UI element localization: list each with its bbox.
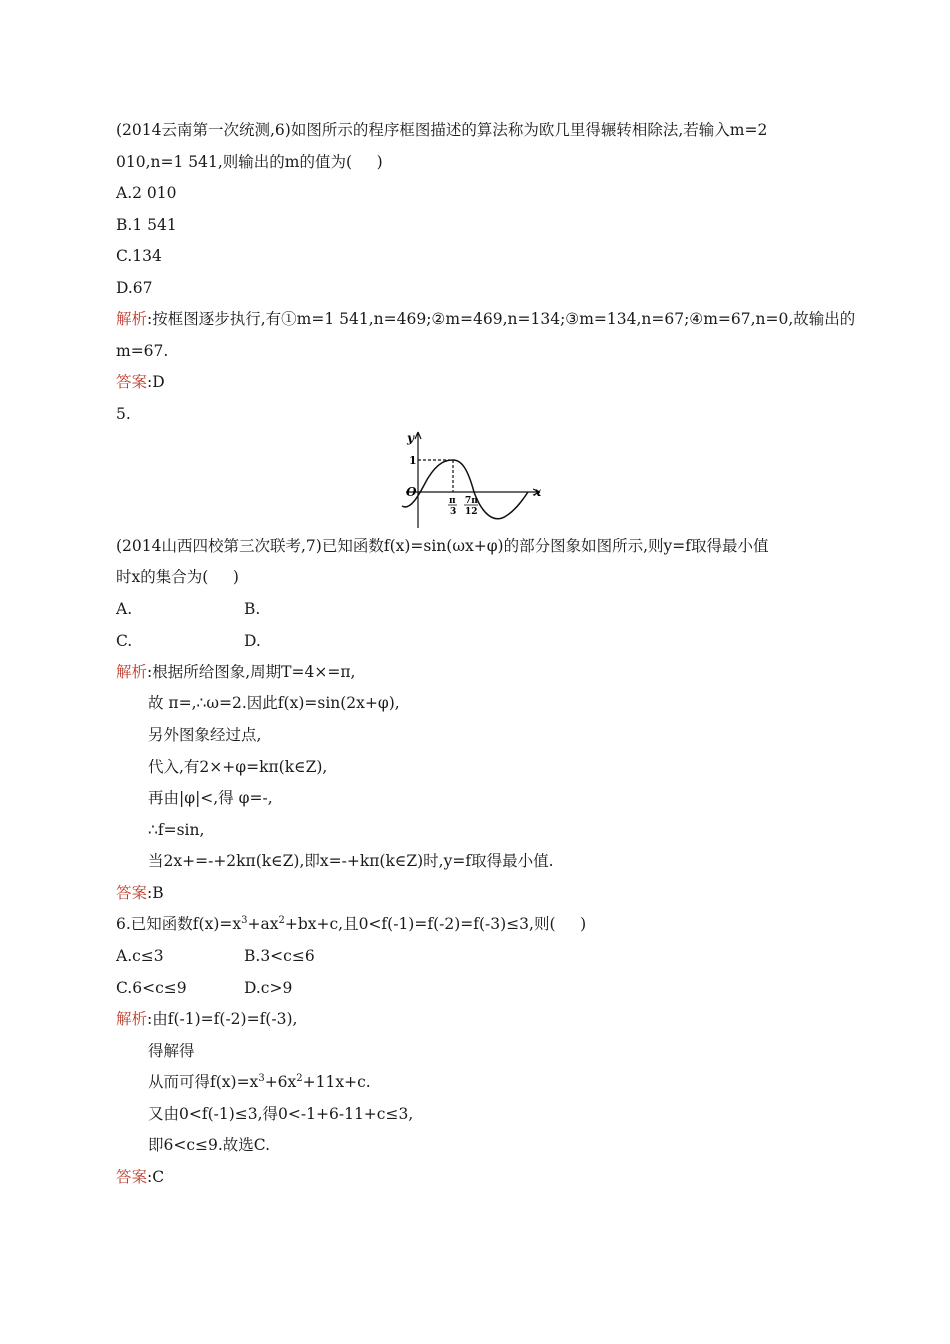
q4-stem-line2: 010,n=1 541,则输出的m的值为( ) [116, 153, 383, 171]
q6-analysis-line5: 即6<c≤9.故选C. [148, 1136, 271, 1154]
tick-7pi12-den: 12 [465, 507, 478, 517]
q4-option-b: B.1 541 [116, 216, 177, 234]
q6-analysis-line3 [148, 1072, 371, 1092]
q5-option-b: B. [244, 600, 261, 618]
q4-stem-line1: (2014云南第一次统测,6)如图所示的程序框图描述的算法称为欧几里得辗转相除法,若输入m=2 [116, 121, 768, 139]
q4-option-a: A.2 010 [116, 184, 177, 202]
q6-option-d: D.c>9 [244, 979, 293, 997]
q4-analysis-line1 [116, 309, 855, 329]
analysis-part: 从而可得f(x)=x [148, 1073, 259, 1091]
q5-analysis-line1 [116, 662, 355, 682]
analysis-part: +11x+c. [302, 1073, 371, 1091]
q5-option-d: D. [244, 632, 261, 650]
analysis-text: :按框图逐步执行,有①m=1 541,n=469;②m=469,n=134;③m=134,n=67;④m=67,n=0,故输出的 [147, 310, 856, 328]
y-axis-label: y [407, 431, 414, 445]
exponent: 3 [258, 1072, 265, 1084]
stem-part: +bx+c,且0<f(-1)=f(-2)=f(-3)≤3,则( ) [284, 915, 587, 933]
q6-option-a: A.c≤3 [116, 947, 164, 965]
q5-option-a: A. [116, 600, 133, 618]
answer-label: 答案 [116, 373, 148, 391]
analysis-part: +6x [264, 1073, 297, 1091]
q5-analysis-line6: ∴f=sin, [148, 821, 205, 839]
answer-value: :B [147, 884, 164, 902]
q6-stem [116, 914, 586, 934]
analysis-label: 解析 [116, 663, 148, 681]
q5-analysis-line5: 再由|φ|<,得 φ=-, [148, 789, 273, 807]
q5-number: 5. [116, 405, 131, 423]
analysis-label: 解析 [116, 1010, 148, 1028]
q6-answer [116, 1167, 164, 1187]
stem-part: +ax [247, 915, 279, 933]
q6-analysis-line2: 得解得 [148, 1042, 195, 1060]
origin-label: O [406, 485, 417, 499]
q6-option-b: B.3<c≤6 [244, 947, 315, 965]
q4-answer [116, 372, 165, 392]
answer-label: 答案 [116, 1168, 148, 1186]
analysis-label: 解析 [116, 310, 148, 328]
q6-option-c: C.6<c≤9 [116, 979, 187, 997]
answer-label: 答案 [116, 884, 148, 902]
x-axis-label: x [534, 485, 542, 499]
analysis-text: :由f(-1)=f(-2)=f(-3), [147, 1010, 298, 1028]
answer-value: :D [147, 373, 165, 391]
exponent: 3 [241, 914, 248, 926]
q4-analysis-line2: m=67. [116, 342, 169, 360]
q5-analysis-line3: 另外图象经过点, [148, 726, 262, 744]
q5-option-c: C. [116, 632, 133, 650]
q4-option-c: C.134 [116, 247, 162, 265]
answer-value: :C [147, 1168, 165, 1186]
q5-analysis-line2: 故 π=,∴ω=2.因此f(x)=sin(2x+φ), [148, 694, 400, 712]
sine-graph [398, 428, 548, 532]
analysis-text: :根据所给图象,周期T=4×=π, [147, 663, 356, 681]
q5-answer [116, 883, 164, 903]
exponent: 2 [296, 1072, 303, 1084]
q5-analysis-line4: 代入,有2×+φ=kπ(k∈Z), [148, 758, 328, 776]
q5-stem-line1: (2014山西四校第三次联考,7)已知函数f(x)=sin(ωx+φ)的部分图象如图所示,则y=f取得最小值 [116, 537, 769, 555]
q4-option-d: D.67 [116, 279, 153, 297]
q6-analysis-line4: 又由0<f(-1)≤3,得0<-1+6-11+c≤3, [148, 1105, 414, 1123]
tick-pi3-num: π [449, 496, 456, 506]
tick-pi3-den: 3 [450, 507, 457, 517]
stem-part: 6.已知函数f(x)=x [116, 915, 242, 933]
q5-stem-line2: 时x的集合为( ) [116, 568, 239, 586]
exponent: 2 [278, 914, 285, 926]
tick-7pi12-num: 7π [465, 496, 478, 506]
q5-analysis-line7: 当2x+=-+2kπ(k∈Z),即x=-+kπ(k∈Z)时,y=f取得最小值. [148, 852, 554, 870]
one-label: 1 [409, 454, 417, 467]
q6-analysis-line1 [116, 1009, 297, 1029]
